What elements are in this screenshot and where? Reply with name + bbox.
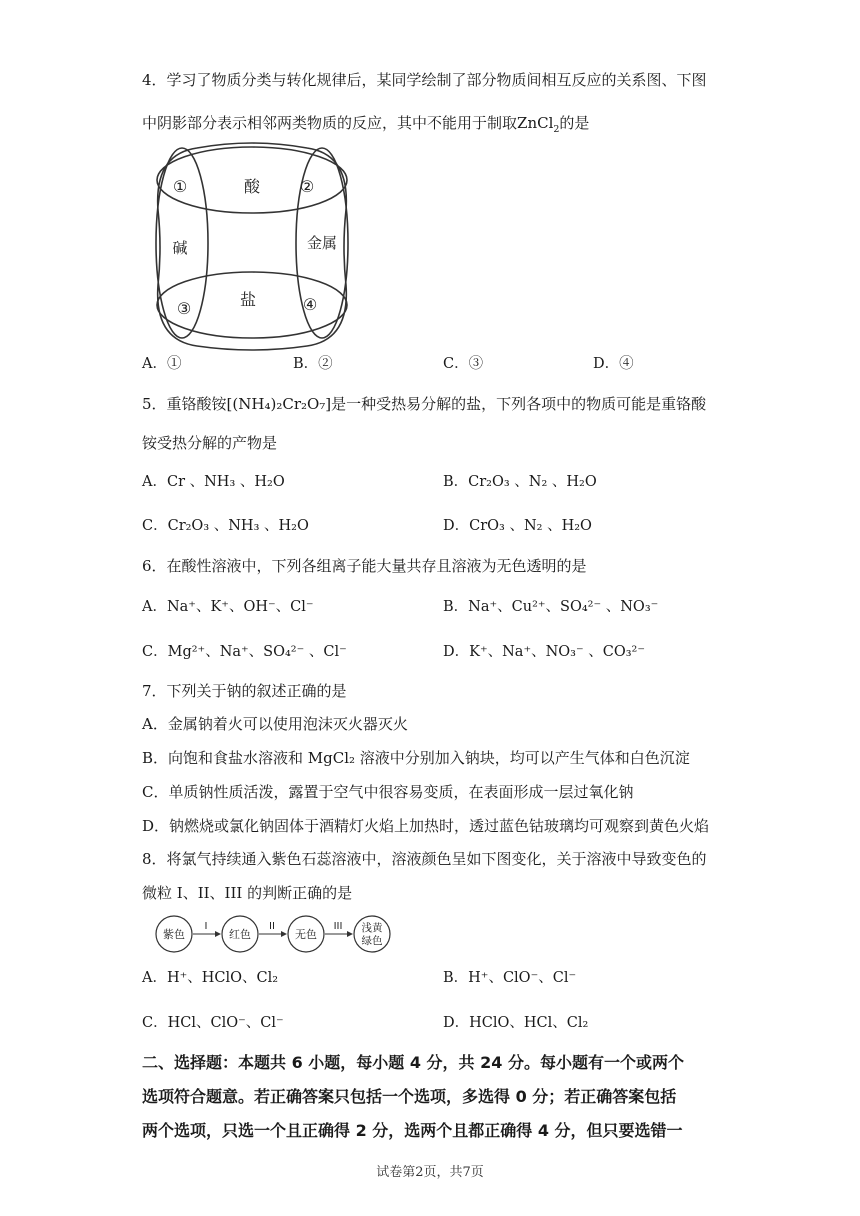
q8-option-a: A．H⁺、HClO、Cl₂ [142,970,279,986]
q5-option-b: B．Cr₂O₃ 、N₂ 、H₂O [443,474,597,490]
flow-label-yellowgreen-1: 浅黄 [361,922,383,934]
q4-option-b: B．② [293,356,333,372]
flow-label-purple: 紫色 [163,928,185,941]
q7-option-a: A．金属钠着火可以使用泡沫灭火器灭火 [142,715,408,733]
q7-option-d: D．钠燃烧或氯化钠固体于酒精灯火焰上加热时，透过蓝色钴玻璃均可观察到黄色火焰 [142,817,710,835]
q7-stem: 7．下列关于钠的叙述正确的是 [142,682,347,700]
q5-option-a: A．Cr 、NH₃ 、H₂O [142,474,285,490]
q8-stem-line1: 8．将氯气持续通入紫色石蕊溶液中，溶液颜色呈如下图变化，关于溶液中导致变色的 [142,850,707,868]
q6-stem: 6．在酸性溶液中，下列各组离子能大量共存且溶液为无色透明的是 [142,557,587,575]
q6-option-a: A．Na⁺、K⁺、OH⁻、Cl⁻ [142,599,314,615]
marker-1: ① [172,177,188,196]
flow-label-yellowgreen-2: 绿色 [361,935,383,947]
page-footer: 试卷第2页，共7页 [376,1165,484,1180]
flow-label-red: 红色 [229,928,251,941]
flow-step-1: I [204,921,208,932]
q4-option-c: C．③ [443,356,484,372]
q6-option-d: D．K⁺、Na⁺、NO₃⁻ 、CO₃²⁻ [443,644,646,660]
q8-option-d: D．HClO、HCl、Cl₂ [443,1015,589,1031]
marker-4: ④ [302,295,318,314]
marker-2: ② [299,177,315,196]
q7-option-b: B．向饱和食盐水溶液和 MgCl₂ 溶液中分别加入钠块，均可以产生气体和白色沉淀 [142,749,690,767]
q7-option-c: C．单质钠性质活泼，露置于空气中很容易变质，在表面形成一层过氧化钠 [142,783,634,801]
color-change-flow [152,914,392,954]
label-acid: 酸 [243,177,261,196]
flow-step-2: II [269,921,275,932]
classification-diagram [152,140,352,355]
flow-label-colorless: 无色 [295,928,317,941]
q4-option-a: A．① [142,356,182,372]
section2-line2: 选项符合题意。若正确答案只包括一个选项，多选得 0 分；若正确答案包括 [142,1087,677,1106]
label-salt: 盐 [239,290,257,309]
q6-option-c: C．Mg²⁺、Na⁺、SO₄²⁻ 、Cl⁻ [142,644,347,660]
section2-line1: 二、选择题：本题共 6 小题，每小题 4 分，共 24 分。每小题有一个或两个 [142,1053,684,1072]
q4-stem-line2: 中阴影部分表示相邻两类物质的反应，其中不能用于制取ZnCl$_2$的是 [142,114,590,135]
marker-3: ③ [176,299,192,318]
q5-option-d: D．CrO₃ 、N₂ 、H₂O [443,518,592,534]
q4-option-d: D．④ [593,356,634,372]
q8-option-b: B．H⁺、ClO⁻、Cl⁻ [443,970,577,986]
q8-option-c: C．HCl、ClO⁻、Cl⁻ [142,1015,284,1031]
q5-option-c: C．Cr₂O₃ 、NH₃ 、H₂O [142,518,309,534]
flow-step-3: III [333,921,343,932]
label-base: 碱 [172,239,188,257]
label-metal: 金属 [306,234,338,252]
q5-stem-line2: 铵受热分解的产物是 [142,434,278,452]
q6-option-b: B．Na⁺、Cu²⁺、SO₄²⁻ 、NO₃⁻ [443,599,659,615]
q4-stem-line1: 4．学习了物质分类与转化规律后，某同学绘制了部分物质间相互反应的关系图、下图 [142,71,707,89]
q5-stem-line1: 5．重铬酸铵[(NH₄)₂Cr₂O₇]是一种受热易分解的盐，下列各项中的物质可能是重铬酸 [142,395,707,413]
section2-line3: 两个选项，只选一个且正确得 2 分，选两个且都正确得 4 分，但只要选错一 [142,1121,683,1140]
q8-stem-line2: 微粒 I、II、III 的判断正确的是 [142,884,353,902]
